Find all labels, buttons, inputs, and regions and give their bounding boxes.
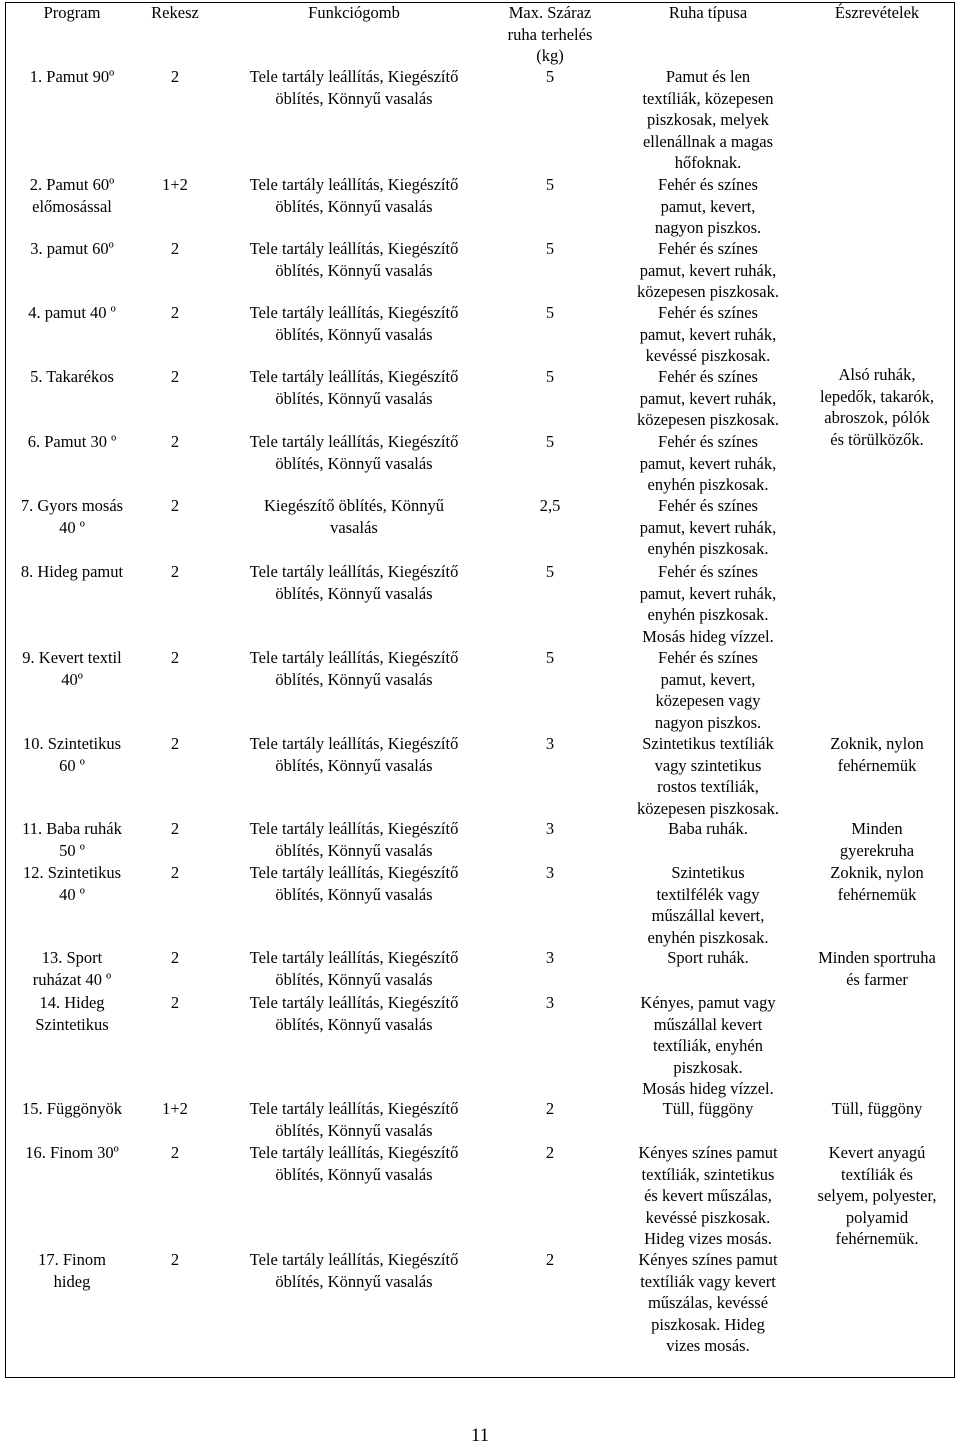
fabric-type-line: és kevert műszálas, xyxy=(644,1186,772,1205)
compartment-value-line: 2 xyxy=(170,303,180,322)
program-name xyxy=(2,947,142,990)
function-buttons xyxy=(224,302,484,345)
function-buttons-line: Tele tartály leállítás, Kiegészítő xyxy=(249,648,459,667)
function-buttons-line: öblítés, Könnyű vasalás xyxy=(275,755,433,775)
function-buttons-line: öblítés, Könnyű vasalás xyxy=(275,196,433,216)
compartment-value xyxy=(145,431,205,453)
program-name-line: hideg xyxy=(53,1271,91,1291)
max-load-value-line: 3 xyxy=(545,993,555,1012)
note-text-line: Kevert anyagú xyxy=(828,1143,926,1162)
fabric-type-line: pamut, kevert, xyxy=(660,196,756,216)
program-name xyxy=(2,1098,142,1120)
program-name xyxy=(2,818,142,861)
program-name-line: 4. pamut 40 º xyxy=(28,303,116,322)
function-buttons xyxy=(224,818,484,861)
header-program xyxy=(2,2,142,24)
compartment-value-line: 2 xyxy=(170,863,180,882)
note-text-line: abroszok, pólók xyxy=(824,408,930,427)
function-buttons-line: öblítés, Könnyű vasalás xyxy=(275,1271,433,1291)
max-load-value-line: 5 xyxy=(545,175,555,194)
note-text-line: és törülközők. xyxy=(830,429,924,449)
max-load-value xyxy=(495,174,605,196)
program-name-line: 12. Szintetikus xyxy=(22,863,122,882)
function-buttons-line: Tele tartály leállítás, Kiegészítő xyxy=(249,432,459,451)
fabric-type-line: piszkosak. xyxy=(673,1057,743,1077)
program-name-line: 40 º xyxy=(59,884,85,904)
max-load-value xyxy=(495,862,605,884)
compartment-value-line: 2 xyxy=(170,734,180,753)
program-name-line: 13. Sport xyxy=(41,948,103,967)
function-buttons-line: öblítés, Könnyű vasalás xyxy=(275,388,433,408)
note-text xyxy=(797,818,957,861)
note-text-line: gyerekruha xyxy=(839,840,915,860)
program-name-line: 8. Hideg pamut xyxy=(20,562,124,581)
function-buttons-line: öblítés, Könnyű vasalás xyxy=(275,1014,433,1034)
fabric-type-line: Fehér és színes xyxy=(658,303,758,322)
fabric-type-line: közepesen piszkosak. xyxy=(636,410,780,429)
fabric-type xyxy=(608,862,808,948)
program-name-line: 60 º xyxy=(59,755,85,775)
compartment-value xyxy=(145,366,205,388)
note-text xyxy=(797,733,957,776)
function-buttons xyxy=(224,561,484,604)
header-compartment xyxy=(145,2,205,24)
function-buttons-line: öblítés, Könnyű vasalás xyxy=(275,260,433,280)
function-buttons-line: Tele tartály leállítás, Kiegészítő xyxy=(249,239,459,258)
fabric-type-line: pamut, kevert ruhák, xyxy=(639,260,777,280)
fabric-type-line: Fehér és színes xyxy=(658,562,758,581)
function-buttons-line: öblítés, Könnyű vasalás xyxy=(275,88,433,108)
function-buttons xyxy=(224,431,484,474)
function-buttons xyxy=(224,992,484,1035)
fabric-type-line: textíliák, szintetikus xyxy=(641,1164,775,1184)
max-load-value xyxy=(495,431,605,453)
fabric-type xyxy=(608,733,808,819)
max-load-value-line: 3 xyxy=(545,734,555,753)
fabric-type-line: Fehér és színes xyxy=(658,175,758,194)
fabric-type-line: pamut, kevert ruhák, xyxy=(639,583,777,603)
fabric-type xyxy=(608,66,808,174)
function-buttons-line: Tele tartály leállítás, Kiegészítő xyxy=(249,948,459,967)
header-function-button xyxy=(224,2,484,24)
program-name xyxy=(2,302,142,324)
header-fabric-type xyxy=(608,2,808,24)
max-load-value-line: 5 xyxy=(545,562,555,581)
fabric-type-line: pamut, kevert ruhák, xyxy=(639,324,777,344)
program-name-line: 11. Baba ruhák xyxy=(22,819,122,838)
function-buttons-line: öblítés, Könnyű vasalás xyxy=(275,1120,433,1140)
max-load-value xyxy=(495,238,605,260)
compartment-value-line: 2 xyxy=(170,948,180,967)
compartment-value-line: 2 xyxy=(170,432,180,451)
function-buttons xyxy=(224,647,484,690)
program-name-line: 5. Takarékos xyxy=(30,367,114,386)
fabric-type-line: közepesen piszkosak. xyxy=(636,798,780,818)
fabric-type-line: Fehér és színes xyxy=(658,367,758,386)
max-load-value-line: 3 xyxy=(545,948,555,967)
max-load-value-line: 5 xyxy=(545,67,555,86)
fabric-type-line: Sport ruhák. xyxy=(667,948,749,967)
program-name-line: 17. Finom xyxy=(38,1250,106,1269)
header-fabric-type-line: Ruha típusa xyxy=(668,3,748,22)
program-name xyxy=(2,561,142,583)
program-name xyxy=(2,431,142,453)
function-buttons xyxy=(224,495,484,538)
function-buttons xyxy=(224,66,484,109)
function-buttons-line: Tele tartály leállítás, Kiegészítő xyxy=(249,993,459,1012)
note-text-line: selyem, polyester, xyxy=(817,1186,937,1205)
max-load-value-line: 5 xyxy=(545,432,555,451)
note-text-line: lepedők, takarók, xyxy=(819,386,935,406)
function-buttons-line: öblítés, Könnyű vasalás xyxy=(275,669,433,689)
fabric-type-line: enyhén piszkosak. xyxy=(647,605,769,624)
program-name xyxy=(2,733,142,776)
fabric-type-line: enyhén piszkosak. xyxy=(647,539,769,558)
note-text xyxy=(797,862,957,905)
max-load-value xyxy=(495,302,605,324)
max-load-value-line: 2 xyxy=(545,1250,555,1269)
fabric-type-line: nagyon piszkos. xyxy=(654,218,762,237)
max-load-value-line: 5 xyxy=(545,239,555,258)
program-name-line: 14. Hideg xyxy=(39,993,105,1012)
fabric-type-line: nagyon piszkos. xyxy=(654,712,762,732)
function-buttons-line: Tele tartály leállítás, Kiegészítő xyxy=(249,863,459,882)
compartment-value-line: 2 xyxy=(170,67,180,86)
compartment-value-line: 1+2 xyxy=(162,175,188,194)
function-buttons-line: Tele tartály leállítás, Kiegészítő xyxy=(249,303,459,322)
fabric-type-line: Szintetikus textíliák xyxy=(642,734,774,753)
fabric-type xyxy=(608,647,808,733)
compartment-value xyxy=(145,992,205,1014)
program-name-line: előmosással xyxy=(32,196,112,216)
fabric-type-line: pamut, kevert ruhák, xyxy=(639,388,777,408)
fabric-type-line: Hideg vizes mosás. xyxy=(644,1229,772,1248)
note-text xyxy=(797,364,957,450)
header-program-line: Program xyxy=(43,3,101,22)
fabric-type xyxy=(608,1142,808,1250)
max-load-value xyxy=(495,733,605,755)
fabric-type-line: enyhén piszkosak. xyxy=(647,927,769,947)
fabric-type-line: vizes mosás. xyxy=(666,1336,750,1355)
program-name-line: 9. Kevert textil xyxy=(22,648,122,667)
function-buttons-line: öblítés, Könnyű vasalás xyxy=(275,840,433,860)
fabric-type-line: közepesen vagy xyxy=(655,691,761,710)
note-text-line: Zoknik, nylon xyxy=(830,863,924,882)
program-name xyxy=(2,647,142,690)
program-name-line: 7. Gyors mosás xyxy=(20,496,124,515)
fabric-type-line: Kényes színes pamut xyxy=(638,1250,778,1269)
fabric-type-line: textíliák vagy kevert xyxy=(640,1271,776,1291)
fabric-type-line: Pamut és len xyxy=(665,67,751,86)
fabric-type-line: pamut, kevert, xyxy=(660,669,756,689)
compartment-value-line: 2 xyxy=(170,1250,180,1269)
program-name xyxy=(2,1249,142,1292)
program-name-line: Szintetikus xyxy=(35,1014,109,1034)
fabric-type-line: Fehér és színes xyxy=(658,239,758,258)
note-text-line: Minden xyxy=(851,819,903,838)
function-buttons-line: Tele tartály leállítás, Kiegészítő xyxy=(249,1250,459,1269)
program-name xyxy=(2,992,142,1035)
function-buttons-line: öblítés, Könnyű vasalás xyxy=(275,324,433,344)
function-buttons-line: Kiegészítő öblítés, Könnyű xyxy=(263,496,445,515)
fabric-type-line: pamut, kevert ruhák, xyxy=(639,517,777,537)
function-buttons xyxy=(224,1142,484,1185)
fabric-type-line: piszkosak. Hideg xyxy=(651,1314,765,1334)
header-notes-line: Észrevételek xyxy=(834,3,920,22)
max-load-value xyxy=(495,992,605,1014)
fabric-type-line: ellenállnak a magas xyxy=(642,131,774,151)
compartment-value-line: 2 xyxy=(170,648,180,667)
fabric-type-line: Baba ruhák. xyxy=(668,819,748,838)
function-buttons xyxy=(224,174,484,217)
fabric-type-line: Tüll, függöny xyxy=(662,1099,754,1118)
max-load-value-line: 5 xyxy=(545,648,555,667)
max-load-value xyxy=(495,818,605,840)
program-name xyxy=(2,238,142,260)
max-load-value xyxy=(495,1249,605,1271)
note-text xyxy=(797,1142,957,1250)
compartment-value xyxy=(145,647,205,669)
fabric-type-line: rostos textíliák, xyxy=(657,777,759,796)
fabric-type-line: műszálas, kevéssé xyxy=(647,1293,769,1312)
fabric-type xyxy=(608,947,808,969)
compartment-value xyxy=(145,561,205,583)
compartment-value xyxy=(145,238,205,260)
compartment-value-line: 2 xyxy=(170,239,180,258)
program-name-line: 40º xyxy=(61,669,83,689)
fabric-type xyxy=(608,495,808,560)
function-buttons-line: Tele tartály leállítás, Kiegészítő xyxy=(249,1143,459,1162)
compartment-value-line: 2 xyxy=(170,1143,180,1162)
compartment-value-line: 1+2 xyxy=(162,1099,188,1118)
function-buttons xyxy=(224,1098,484,1141)
program-name-line: ruházat 40 º xyxy=(32,969,112,989)
program-name-line: 6. Pamut 30 º xyxy=(27,432,117,451)
compartment-value xyxy=(145,66,205,88)
compartment-value-line: 2 xyxy=(170,562,180,581)
max-load-value xyxy=(495,647,605,669)
note-text-line: polyamid xyxy=(845,1207,909,1227)
note-text-line: Minden sportruha xyxy=(818,948,936,967)
function-buttons-line: öblítés, Könnyű vasalás xyxy=(275,969,433,989)
fabric-type xyxy=(608,366,808,431)
note-text-line: Tüll, függöny xyxy=(831,1099,923,1118)
compartment-value-line: 2 xyxy=(170,819,180,838)
header-max-load-line: ruha terhelés xyxy=(507,24,593,44)
function-buttons-line: öblítés, Könnyű vasalás xyxy=(275,884,433,904)
max-load-value xyxy=(495,947,605,969)
max-load-value-line: 5 xyxy=(545,303,555,322)
header-max-load xyxy=(495,2,605,67)
fabric-type-line: textíliák, enyhén xyxy=(653,1036,763,1055)
function-buttons xyxy=(224,366,484,409)
program-name-line: 10. Szintetikus xyxy=(22,734,122,753)
fabric-type-line: Fehér és színes xyxy=(658,496,758,515)
fabric-type-line: piszkosak, melyek xyxy=(647,110,769,129)
compartment-value-line: 2 xyxy=(170,496,180,515)
note-text xyxy=(797,947,957,990)
max-load-value xyxy=(495,66,605,88)
fabric-type-line: textíliák, közepesen xyxy=(642,88,774,108)
program-name-line: 15. Függönyök xyxy=(22,1099,122,1118)
compartment-value xyxy=(145,733,205,755)
fabric-type-line: kevéssé piszkosak. xyxy=(645,346,771,365)
compartment-value xyxy=(145,302,205,324)
function-buttons-line: öblítés, Könnyű vasalás xyxy=(275,583,433,603)
page-number: 11 xyxy=(470,1425,490,1446)
function-buttons xyxy=(224,862,484,905)
compartment-value xyxy=(145,1249,205,1271)
header-compartment-line: Rekesz xyxy=(151,3,199,22)
fabric-type xyxy=(608,1098,808,1120)
max-load-value xyxy=(495,561,605,583)
fabric-type-line: Mosás hideg vízzel. xyxy=(642,626,774,646)
fabric-type-line: Mosás hideg vízzel. xyxy=(642,1079,774,1098)
fabric-type-line: pamut, kevert ruhák, xyxy=(639,453,777,473)
program-name xyxy=(2,366,142,388)
function-buttons-line: Tele tartály leállítás, Kiegészítő xyxy=(249,367,459,386)
function-buttons-line: Tele tartály leállítás, Kiegészítő xyxy=(249,562,459,581)
fabric-type xyxy=(608,1249,808,1357)
program-name xyxy=(2,174,142,217)
fabric-type xyxy=(608,302,808,367)
max-load-value-line: 3 xyxy=(545,863,555,882)
max-load-value-line: 2 xyxy=(545,1099,555,1118)
program-name-line: 40 º xyxy=(59,517,85,537)
max-load-value xyxy=(495,366,605,388)
fabric-type xyxy=(608,561,808,647)
fabric-type-line: Kényes színes pamut xyxy=(638,1143,778,1162)
program-name-line: 1. Pamut 90º xyxy=(29,67,115,86)
function-buttons-line: Tele tartály leállítás, Kiegészítő xyxy=(249,734,459,753)
fabric-type xyxy=(608,818,808,840)
compartment-value-line: 2 xyxy=(170,993,180,1012)
fabric-type-line: Kényes, pamut vagy xyxy=(640,993,776,1012)
max-load-value xyxy=(495,495,605,517)
fabric-type-line: hőfoknak. xyxy=(674,153,742,172)
note-text-line: és farmer xyxy=(846,969,908,989)
note-text-line: fehérnemük. xyxy=(835,1229,919,1248)
header-function-button-line: Funkciógomb xyxy=(308,3,400,22)
header-max-load-line: (kg) xyxy=(536,46,564,65)
max-load-value xyxy=(495,1142,605,1164)
function-buttons xyxy=(224,1249,484,1292)
note-text-line: fehérnemük xyxy=(837,755,917,775)
fabric-type-line: műszállal kevert, xyxy=(651,906,765,925)
compartment-value xyxy=(145,1142,205,1164)
fabric-type-line: Fehér és színes xyxy=(658,648,758,667)
header-max-load-line: Max. Száraz xyxy=(508,3,592,22)
compartment-value xyxy=(145,818,205,840)
fabric-type-line: vagy szintetikus xyxy=(654,755,762,775)
header-notes xyxy=(797,2,957,24)
function-buttons-line: vasalás xyxy=(330,517,378,537)
function-buttons-line: Tele tartály leállítás, Kiegészítő xyxy=(249,819,459,838)
fabric-type xyxy=(608,431,808,496)
function-buttons xyxy=(224,238,484,281)
fabric-type-line: Szintetikus xyxy=(671,863,745,882)
fabric-type-line: textilfélék vagy xyxy=(656,884,760,904)
function-buttons xyxy=(224,733,484,776)
fabric-type-line: kevéssé piszkosak. xyxy=(645,1207,771,1227)
fabric-type-line: Fehér és színes xyxy=(658,432,758,451)
program-name xyxy=(2,66,142,88)
fabric-type xyxy=(608,238,808,303)
program-name xyxy=(2,862,142,905)
fabric-type xyxy=(608,992,808,1100)
program-name-line: 50 º xyxy=(59,840,85,860)
program-name xyxy=(2,1142,142,1164)
note-text xyxy=(797,1098,957,1120)
compartment-value xyxy=(145,947,205,969)
max-load-value-line: 3 xyxy=(545,819,555,838)
compartment-value xyxy=(145,1098,205,1120)
fabric-type-line: közepesen piszkosak. xyxy=(636,282,780,301)
compartment-value xyxy=(145,862,205,884)
note-text-line: textíliák és xyxy=(841,1164,913,1184)
compartment-value xyxy=(145,495,205,517)
function-buttons-line: Tele tartály leállítás, Kiegészítő xyxy=(249,67,459,86)
fabric-type xyxy=(608,174,808,239)
function-buttons-line: Tele tartály leállítás, Kiegészítő xyxy=(249,1099,459,1118)
note-text-line: Alsó ruhák, xyxy=(838,365,916,384)
function-buttons-line: öblítés, Könnyű vasalás xyxy=(275,1164,433,1184)
note-text-line: Zoknik, nylon xyxy=(830,734,924,753)
compartment-value-line: 2 xyxy=(170,367,180,386)
program-name-line: 2. Pamut 60º xyxy=(29,175,115,194)
program-name xyxy=(2,495,142,538)
max-load-value-line: 2 xyxy=(545,1143,555,1162)
note-text-line: fehérnemük xyxy=(837,884,917,904)
program-name-line: 3. pamut 60º xyxy=(30,239,114,258)
max-load-value-line: 5 xyxy=(545,367,555,386)
fabric-type-line: enyhén piszkosak. xyxy=(647,475,769,494)
max-load-value-line: 2,5 xyxy=(539,496,561,515)
function-buttons xyxy=(224,947,484,990)
fabric-type-line: műszállal kevert xyxy=(653,1014,763,1034)
compartment-value xyxy=(145,174,205,196)
max-load-value xyxy=(495,1098,605,1120)
function-buttons-line: öblítés, Könnyű vasalás xyxy=(275,453,433,473)
function-buttons-line: Tele tartály leállítás, Kiegészítő xyxy=(249,175,459,194)
program-name-line: 16. Finom 30º xyxy=(25,1143,119,1162)
